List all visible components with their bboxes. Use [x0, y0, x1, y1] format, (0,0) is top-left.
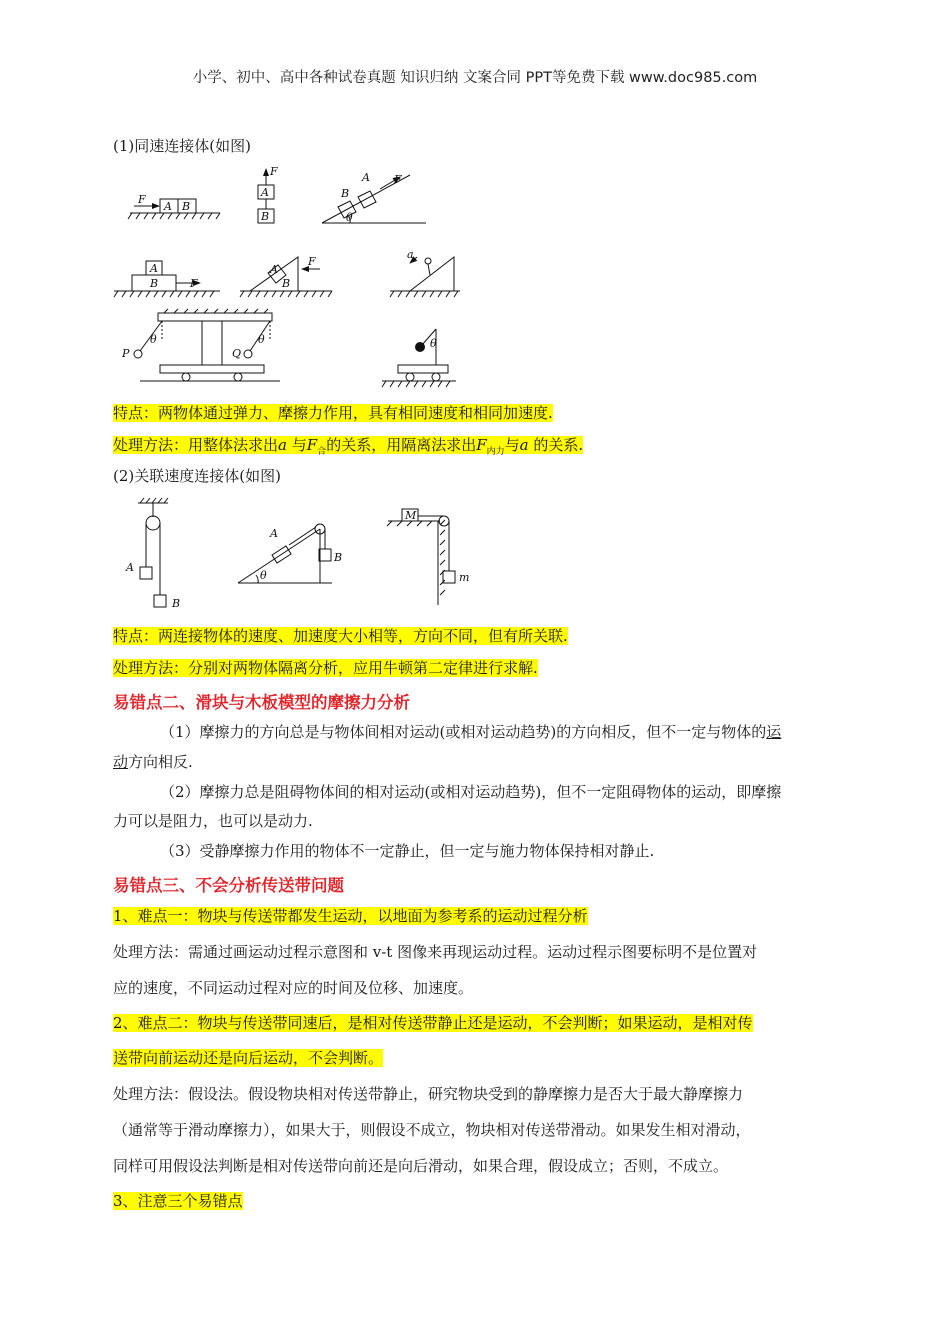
- method-d2-line2: （通常等于滑动摩擦力），如果大于，则假设不成立，物块相对传送带滑动。如果发生相对滑动，: [113, 1121, 751, 1139]
- label-p: P: [122, 347, 130, 360]
- point2-item1-line2: 动方向相反.: [113, 753, 193, 771]
- point2-item2-line2: 力可以是阻力，也可以是动力.: [113, 812, 313, 830]
- label-a: A: [150, 262, 158, 275]
- label-f: F: [308, 255, 316, 268]
- label-b: B: [182, 200, 191, 213]
- label-theta: θ: [430, 337, 437, 350]
- label-m: m: [459, 571, 470, 584]
- label-f: F: [138, 193, 146, 206]
- label-b: B: [172, 597, 181, 610]
- same-velocity-diagrams: [110, 165, 460, 395]
- point2-item1-line1: （1）摩擦力的方向总是与物体间相对运动(或相对运动趋势)的方向相反，但不一定与物体的运: [160, 723, 782, 741]
- label-b: B: [261, 210, 270, 223]
- difficulty-3: 3、注意三个易错点: [113, 1192, 243, 1210]
- difficulty-1: 1、难点一：物块与传送带都发生运动，以地面为参考系的运动过程分析: [113, 907, 588, 925]
- label-a: A: [270, 527, 278, 540]
- method-2: 处理方法：分别对两物体隔离分析，应用牛顿第二定律进行求解.: [113, 659, 538, 677]
- label-a: a: [407, 248, 414, 261]
- method-d2-line1: 处理方法：假设法。假设物块相对传送带静止，研究物块受到的静摩擦力是否大于最大静摩擦力: [113, 1085, 744, 1103]
- label-b: B: [341, 187, 350, 200]
- label-a: A: [126, 561, 134, 574]
- method-1: 处理方法：用整体法求出a 与$F_合$的关系，用隔离法求出$F_{内力}$与a 的关系.: [113, 436, 584, 457]
- label-a: A: [362, 171, 370, 184]
- method-d2-line3: 同样可用假设法判断是相对传送带向前还是向后滑动，如果合理，假设成立；否则，不成立。: [113, 1157, 729, 1175]
- label-m-upper: M: [405, 509, 417, 522]
- label-a: A: [164, 200, 172, 213]
- label-theta: θ: [346, 211, 353, 224]
- point2-item2-line1: （2）摩擦力总是阻碍物体间的相对运动(或相对运动趋势)，但不一定阻碍物体的运动，即摩擦: [160, 783, 782, 801]
- label-b: B: [334, 551, 343, 564]
- difficulty-2-line1: 2、难点二：物块与传送带同速后，是相对传送带静止还是运动，不会判断；如果运动，是相对传: [113, 1014, 753, 1032]
- related-velocity-diagrams: [110, 495, 480, 615]
- feature-1: 特点：两物体通过弹力、摩擦力作用，具有相同速度和相同加速度.: [113, 404, 553, 422]
- heading-point-3: 易错点三、不会分析传送带问题: [113, 876, 344, 895]
- method-d1-line2: 应的速度，不同运动过程对应的时间及位移、加速度。: [113, 979, 474, 997]
- point2-item3: （3）受静摩擦力作用的物体不一定静止，但一定与施力物体保持相对静止.: [160, 842, 655, 860]
- heading-point-2: 易错点二、滑块与木板模型的摩擦力分析: [113, 693, 410, 712]
- label-theta: θ: [260, 569, 267, 582]
- label-theta: θ: [258, 333, 265, 346]
- label-f: F: [190, 277, 198, 290]
- label-q: Q: [232, 347, 242, 360]
- method-d1-line1: 处理方法：需通过画运动过程示意图和 v-t 图像来再现运动过程。运动过程示图要标明不是位置对: [113, 943, 758, 961]
- difficulty-2-line2: 送带向前运动还是向后运动，不会判断。: [113, 1049, 384, 1067]
- label-f: F: [394, 173, 402, 186]
- label-f: F: [270, 165, 278, 178]
- label-theta: θ: [150, 333, 157, 346]
- page-header: 小学、初中、高中各种试卷真题 知识归纳 文案合同 PPT等免费下载 www.doc985.com: [192, 70, 758, 86]
- label-a: A: [270, 263, 278, 276]
- label-b: B: [150, 277, 159, 290]
- label-b: B: [282, 277, 291, 290]
- section-1-title: (1)同速连接体(如图): [113, 137, 251, 155]
- label-a: A: [261, 186, 269, 199]
- feature-2: 特点：两连接物体的速度、加速度大小相等，方向不同，但有所关联.: [113, 627, 568, 645]
- section-2-title: (2)关联速度连接体(如图): [113, 467, 281, 485]
